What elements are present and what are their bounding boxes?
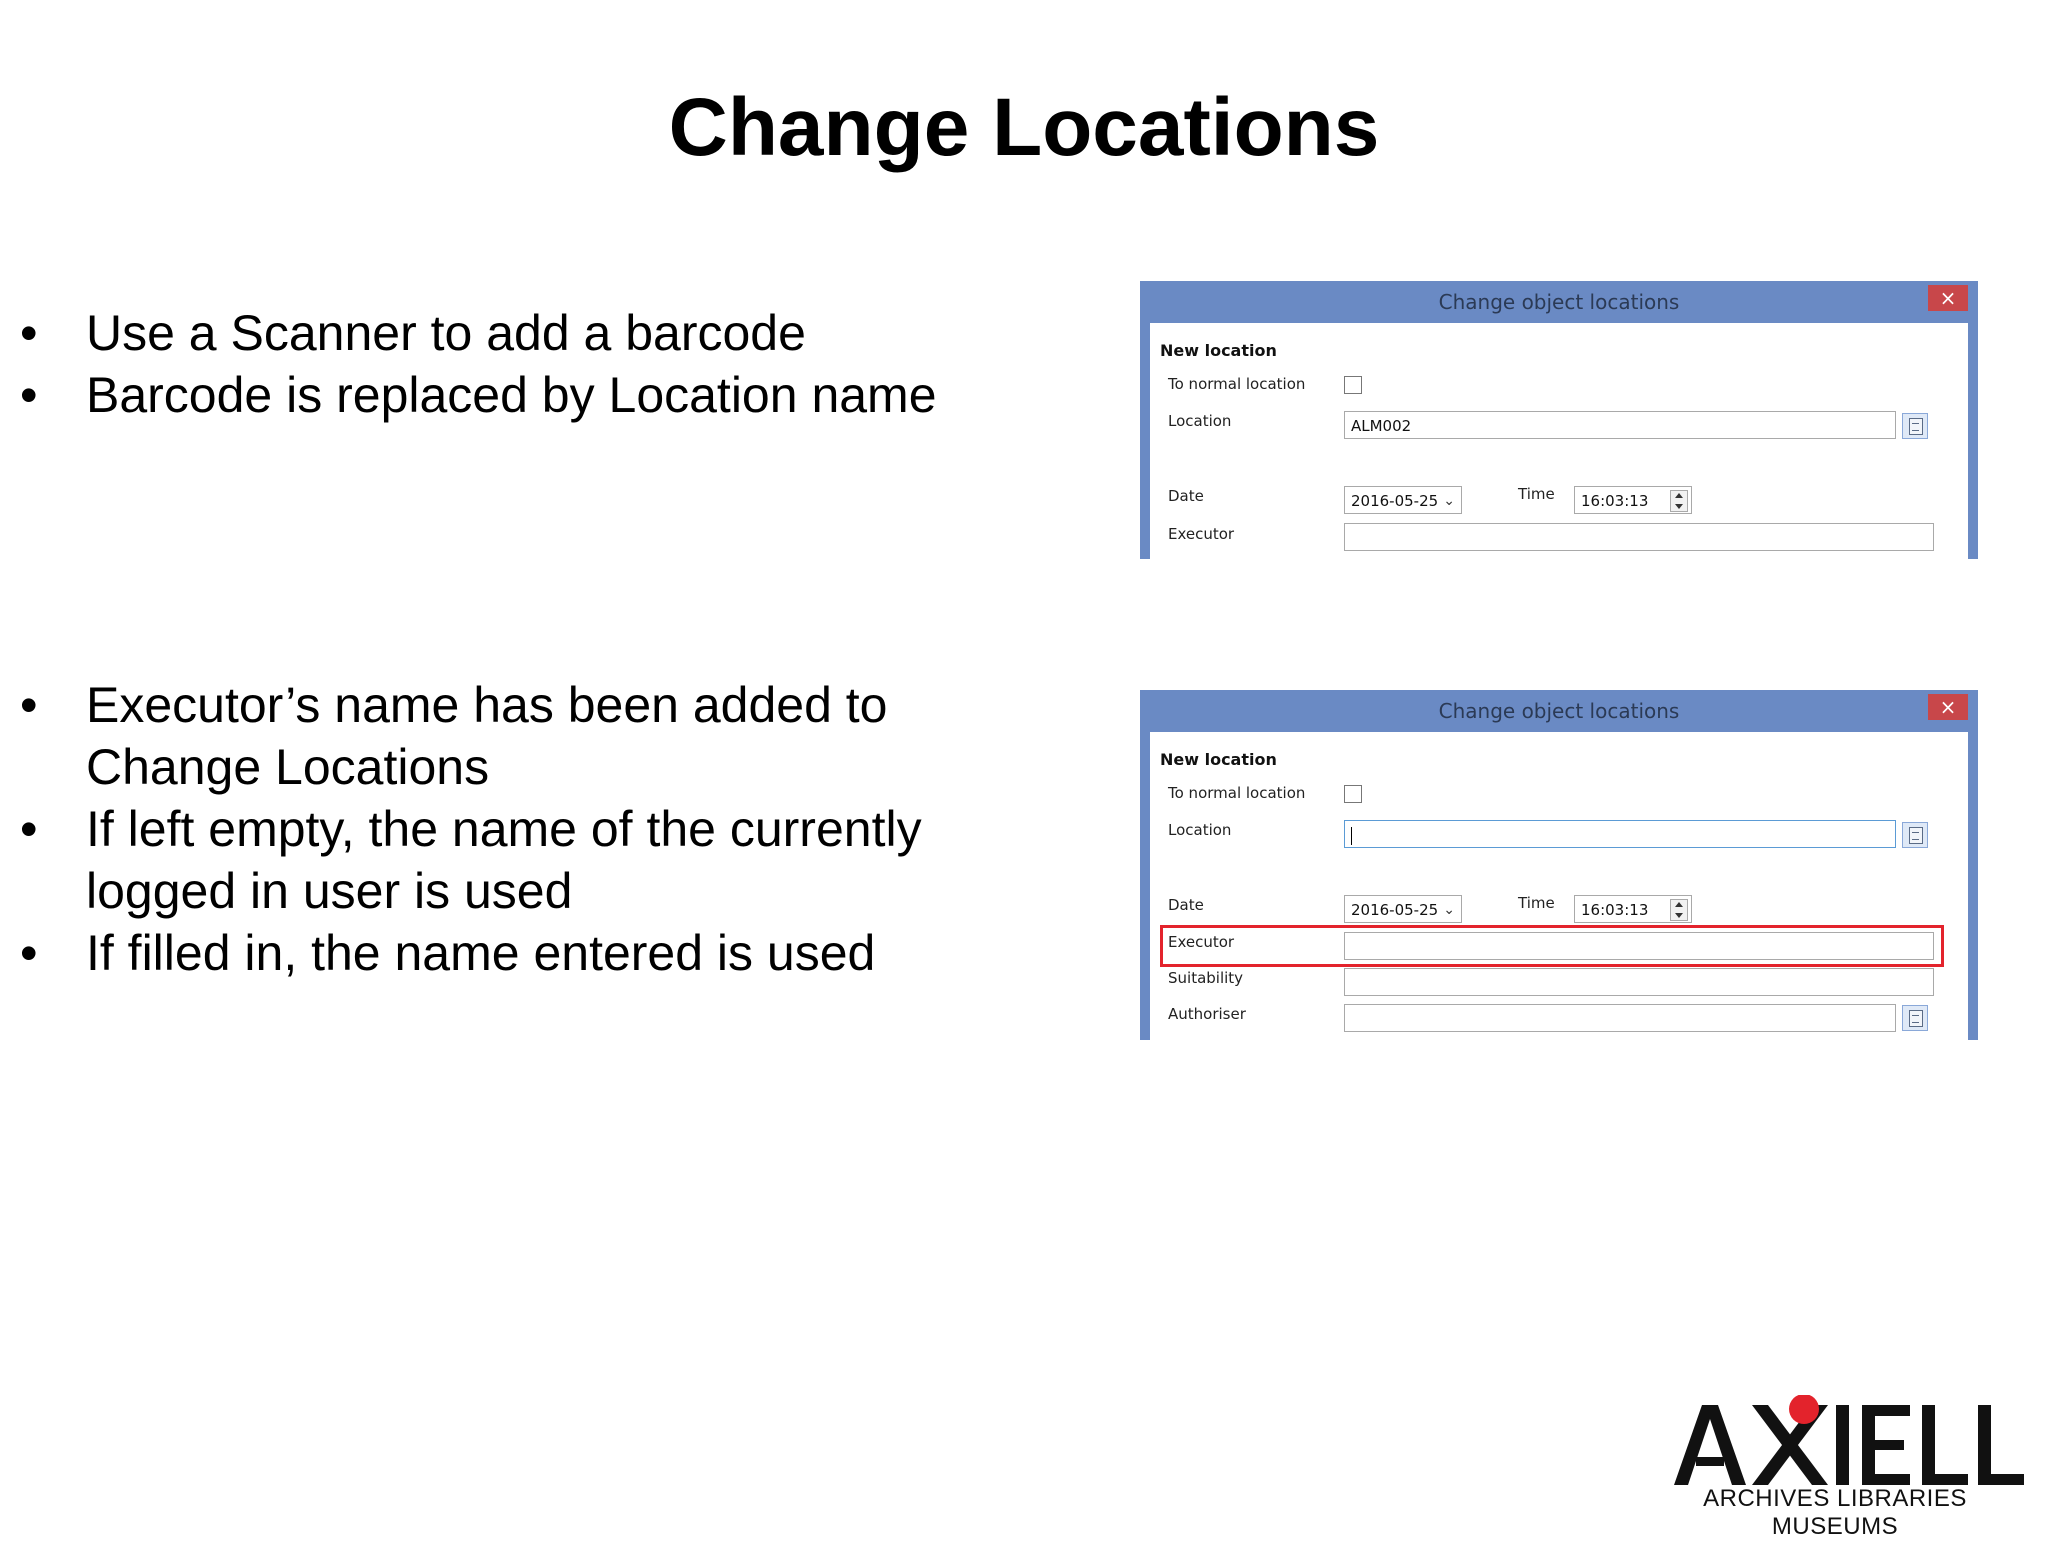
to-normal-location-checkbox[interactable]: [1344, 785, 1362, 803]
bullet-text: Use a Scanner to add a barcode: [86, 305, 806, 361]
bullet-marker: •: [20, 925, 38, 981]
bullet-text: If left empty, the name of the currently logged in user is used: [86, 801, 922, 919]
chevron-down-icon[interactable]: ⌄: [1443, 493, 1455, 509]
close-button[interactable]: ×: [1928, 285, 1968, 311]
date-picker[interactable]: [1344, 486, 1462, 514]
executor-label: Executor: [1168, 933, 1235, 951]
bullet-item: [0, 922, 1000, 984]
logo-red-dot: [1789, 1395, 1819, 1424]
to-normal-location-label: To normal location: [1168, 375, 1306, 393]
suitability-input[interactable]: [1344, 968, 1934, 996]
location-label: Location: [1168, 412, 1232, 430]
bullet-item: [0, 674, 1000, 798]
bullet-item: [0, 798, 1000, 922]
suitability-label: Suitability: [1168, 969, 1244, 987]
bullet-item: [0, 364, 1000, 426]
chevron-down-icon[interactable]: ⌄: [1443, 902, 1455, 918]
bullet-marker: •: [20, 677, 38, 733]
date-value: 2016-05-25: [1351, 901, 1439, 919]
time-label: Time: [1518, 485, 1555, 503]
location-label: Location: [1168, 821, 1232, 839]
time-label: Time: [1518, 894, 1555, 912]
logo-tagline: ARCHIVES LIBRARIES MUSEUMS: [1703, 1485, 1967, 1540]
spinner-arrows-icon[interactable]: [1670, 490, 1688, 512]
bullet-marker: •: [20, 305, 38, 361]
bullet-item: [0, 302, 1000, 364]
text-caret: [1351, 827, 1352, 845]
authoriser-input[interactable]: [1344, 1004, 1896, 1032]
bullet-list-top: [0, 302, 1000, 426]
to-normal-location-label: To normal location: [1168, 784, 1306, 802]
bullet-text: Barcode is replaced by Location name: [86, 367, 937, 423]
close-button[interactable]: ×: [1928, 694, 1968, 720]
executor-label: Executor: [1168, 525, 1235, 543]
executor-highlight-box: [1160, 925, 1944, 967]
dialog-title: Change object locations: [1438, 699, 1680, 723]
dialog-titlebar: [1140, 690, 1978, 732]
location-lookup-icon[interactable]: [1902, 413, 1928, 439]
section-heading: New location: [1160, 341, 1277, 360]
executor-input[interactable]: [1344, 523, 1934, 551]
bullet-list-bottom: [0, 674, 1000, 984]
spinner-arrows-icon[interactable]: [1670, 899, 1688, 921]
section-heading: New location: [1160, 750, 1277, 769]
time-spinner[interactable]: [1574, 486, 1692, 514]
bullet-text: Executor’s name has been added to Change Locations: [86, 677, 888, 795]
to-normal-location-checkbox[interactable]: [1344, 376, 1362, 394]
location-input[interactable]: [1344, 820, 1896, 848]
location-input[interactable]: ALM002: [1344, 411, 1896, 439]
bullet-marker: •: [20, 801, 38, 857]
location-lookup-icon[interactable]: [1902, 822, 1928, 848]
change-object-locations-dialog-1: [1140, 281, 1978, 559]
slide-title: Change Locations: [668, 82, 1380, 173]
bullet-marker: •: [20, 367, 38, 423]
dialog-titlebar: [1140, 281, 1978, 323]
time-value: 16:03:13: [1581, 901, 1649, 919]
time-value: 16:03:13: [1581, 492, 1649, 510]
authoriser-lookup-icon[interactable]: [1902, 1005, 1928, 1031]
date-picker[interactable]: [1344, 895, 1462, 923]
date-label: Date: [1168, 896, 1204, 914]
time-spinner[interactable]: [1574, 895, 1692, 923]
dialog-body: [1150, 323, 1968, 559]
dialog-body: [1150, 732, 1968, 1040]
bullet-text: If filled in, the name entered is used: [86, 925, 876, 981]
date-value: 2016-05-25: [1351, 492, 1439, 510]
authoriser-label: Authoriser: [1168, 1005, 1246, 1023]
date-label: Date: [1168, 487, 1204, 505]
dialog-title: Change object locations: [1438, 290, 1680, 314]
change-object-locations-dialog-2: [1140, 690, 1978, 1040]
